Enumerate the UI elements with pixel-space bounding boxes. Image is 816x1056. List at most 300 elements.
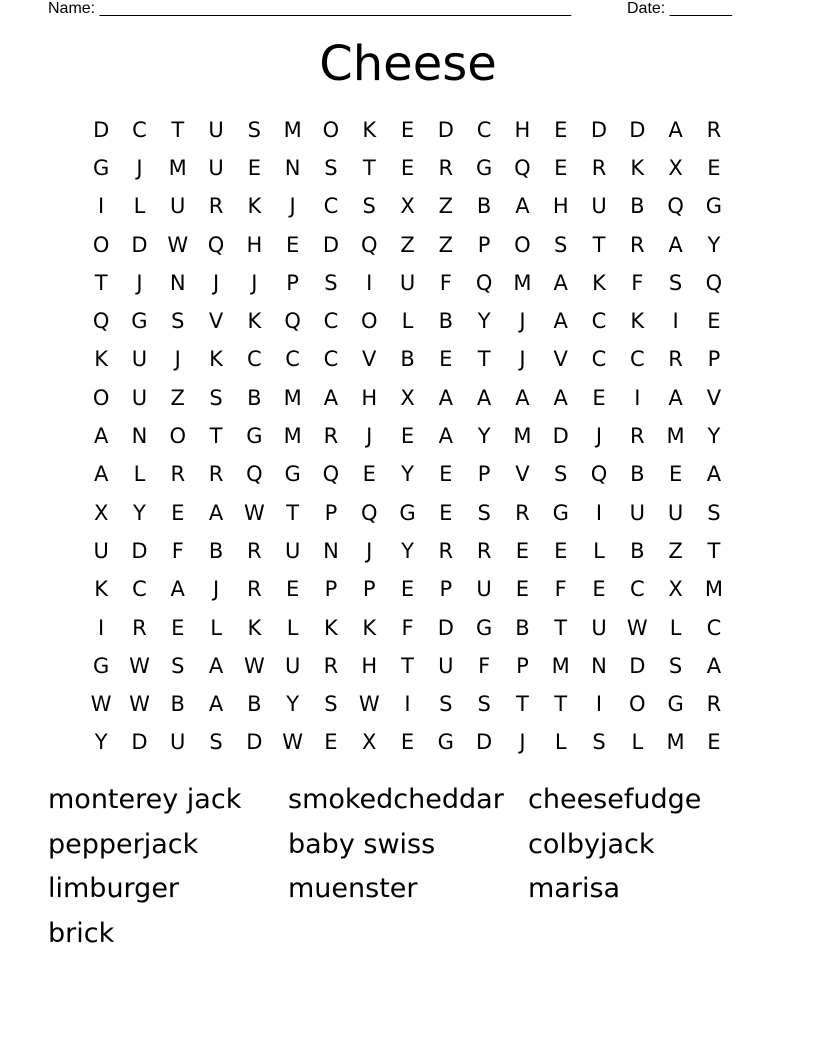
grid-letter[interactable]: K [362,117,377,142]
grid-letter[interactable]: K [630,309,645,334]
grid-letter[interactable]: J [366,424,373,449]
grid-letter[interactable]: S [209,385,223,410]
grid-letter[interactable]: J [212,270,220,295]
grid-letter[interactable]: R [323,653,339,678]
grid-letter[interactable]: D [629,117,646,142]
grid-letter[interactable]: B [247,692,262,717]
grid-letter[interactable]: Q [207,232,225,257]
grid-letter[interactable]: A [323,385,339,410]
grid-letter[interactable]: D [131,730,148,755]
grid-letter[interactable]: W [282,730,304,755]
grid-letter[interactable]: A [515,194,530,219]
grid-letter[interactable]: S [209,730,223,755]
grid-letter[interactable]: X [668,155,683,180]
grid-letter[interactable]: C [247,347,262,372]
grid-letter[interactable]: S [324,692,338,717]
grid-letter[interactable]: P [477,232,491,257]
grid-letter[interactable]: Z [668,538,683,563]
grid-letter[interactable]: E [285,577,300,602]
grid-letter[interactable]: E [171,615,185,640]
grid-letter[interactable]: I [672,309,679,334]
grid-letter[interactable]: R [706,692,722,717]
grid-letter[interactable]: N [131,424,148,449]
grid-letter[interactable]: O [322,117,340,142]
grid-letter[interactable]: C [629,577,645,602]
grid-letter[interactable]: I [404,692,411,717]
grid-letter[interactable]: A [668,232,683,257]
grid-letter[interactable]: G [93,653,110,678]
grid-letter[interactable]: P [324,577,338,602]
grid-letter[interactable]: T [516,692,529,717]
grid-letter[interactable]: E [439,347,453,372]
grid-letter[interactable]: A [668,117,683,142]
grid-letter[interactable]: M [666,424,685,449]
grid-letter[interactable]: D [93,117,110,142]
grid-letter[interactable]: L [669,615,682,640]
word-bank-item: cheesefudge [528,784,702,815]
grid-letter[interactable]: S [324,270,338,295]
grid-letter[interactable]: X [668,577,683,602]
grid-letter[interactable]: N [323,538,339,563]
grid-letter[interactable]: M [168,155,187,180]
grid-letter[interactable]: A [208,500,224,525]
grid-letter[interactable]: P [516,653,529,678]
grid-letter[interactable]: U [629,500,645,525]
grid-letter[interactable]: A [208,692,224,717]
grid-letter[interactable]: C [591,347,607,372]
grid-letter[interactable]: L [554,730,567,755]
grid-letter[interactable]: T [554,615,568,640]
grid-letter[interactable]: Y [401,462,414,487]
grid-letter[interactable]: E [285,232,300,257]
grid-letter[interactable]: D [629,653,646,678]
grid-letter[interactable]: G [705,194,723,219]
grid-letter[interactable]: E [707,309,721,334]
grid-letter[interactable]: A [668,385,683,410]
grid-letter[interactable]: B [400,347,415,372]
grid-letter[interactable]: N [284,155,301,180]
grid-letter[interactable]: D [322,232,340,257]
word-bank-item: smokedcheddar [288,784,504,815]
grid-letter[interactable]: T [94,270,108,295]
grid-letter[interactable]: T [707,538,721,563]
grid-letter[interactable]: L [593,538,605,563]
grid-letter[interactable]: B [170,692,185,717]
grid-letter[interactable]: J [174,347,181,372]
grid-letter[interactable]: N [591,653,607,678]
grid-letter[interactable]: E [592,577,606,602]
grid-letter[interactable]: X [400,194,415,219]
grid-letter[interactable]: E [554,538,568,563]
grid-letter[interactable]: R [208,462,224,487]
grid-letter[interactable]: M [513,270,532,295]
grid-letter[interactable]: L [286,615,299,640]
grid-letter[interactable]: J [251,270,258,295]
grid-letter[interactable]: R [668,347,683,372]
grid-letter[interactable]: R [630,424,645,449]
grid-letter[interactable]: J [595,424,603,449]
grid-letter[interactable]: F [171,538,184,563]
grid-letter[interactable]: S [707,500,721,525]
grid-letter[interactable]: G [246,424,263,449]
grid-letter[interactable]: U [170,730,186,755]
grid-letter[interactable]: O [92,232,110,257]
grid-letter[interactable]: D [476,730,493,755]
grid-letter[interactable]: J [136,270,143,295]
grid-letter[interactable]: S [592,730,606,755]
grid-letter[interactable]: V [362,347,377,372]
grid-letter[interactable]: G [93,155,110,180]
grid-letter[interactable]: E [592,385,606,410]
grid-letter[interactable]: V [706,385,722,410]
grid-letter[interactable]: A [553,309,568,334]
grid-letter[interactable]: Y [477,424,491,449]
grid-letter[interactable]: I [634,385,641,410]
grid-letter[interactable]: G [131,309,148,334]
grid-letter[interactable]: A [438,424,453,449]
grid-letter[interactable]: K [324,615,338,640]
grid-letter[interactable]: E [515,538,530,563]
grid-letter[interactable]: A [553,385,568,410]
grid-letter[interactable]: U [170,194,186,219]
grid-letter[interactable]: B [247,385,262,410]
grid-letter[interactable]: S [554,232,568,257]
grid-letter[interactable]: W [243,653,265,678]
grid-letter[interactable]: C [323,309,339,334]
grid-letter[interactable]: F [631,270,644,295]
grid-letter[interactable]: Q [475,270,493,295]
grid-letter[interactable]: C [591,309,607,334]
grid-letter[interactable]: I [366,270,373,295]
grid-letter[interactable]: Y [133,500,146,525]
grid-letter[interactable]: B [208,538,224,563]
grid-letter[interactable]: Q [284,309,301,334]
grid-letter[interactable]: R [591,155,607,180]
grid-letter[interactable]: G [552,500,569,525]
grid-letter[interactable]: R [706,117,722,142]
grid-letter[interactable]: K [94,577,109,602]
grid-letter[interactable]: J [519,730,526,755]
grid-letter[interactable]: U [438,653,454,678]
grid-letter[interactable]: A [93,424,109,449]
grid-letter[interactable]: U [284,538,301,563]
grid-letter[interactable]: E [400,155,415,180]
grid-letter[interactable]: A [170,577,185,602]
grid-letter[interactable]: K [247,309,262,334]
grid-letter[interactable]: G [475,155,493,180]
grid-letter[interactable]: Q [92,309,110,334]
grid-letter[interactable]: C [706,615,722,640]
grid-letter[interactable]: G [437,730,454,755]
grid-letter[interactable]: Z [400,232,415,257]
grid-letter[interactable]: U [591,615,607,640]
grid-letter[interactable]: D [437,117,454,142]
grid-letter[interactable]: S [439,692,453,717]
grid-letter[interactable]: K [247,194,262,219]
grid-letter[interactable]: S [554,462,568,487]
grid-letter[interactable]: E [439,462,453,487]
grid-letter[interactable]: S [362,194,376,219]
grid-letter[interactable]: I [595,500,603,525]
grid-letter[interactable]: Q [322,462,340,487]
grid-letter[interactable]: I [98,194,105,219]
grid-letter[interactable]: Q [360,232,378,257]
grid-letter[interactable]: K [592,270,606,295]
grid-letter[interactable]: F [401,615,414,640]
grid-letter[interactable]: E [362,462,376,487]
grid-letter[interactable]: R [247,577,262,602]
grid-letter[interactable]: Y [94,730,108,755]
grid-letter[interactable]: E [668,462,683,487]
grid-letter[interactable]: X [400,385,415,410]
grid-letter[interactable]: Q [360,500,378,525]
grid-letter[interactable]: M [551,653,570,678]
grid-letter[interactable]: U [284,653,301,678]
grid-letter[interactable]: K [247,615,262,640]
grid-letter[interactable]: W [129,692,150,717]
grid-letter[interactable]: M [513,424,532,449]
grid-letter[interactable]: U [591,194,607,219]
grid-letter[interactable]: S [668,270,683,295]
word-bank-item: pepperjack [48,828,199,860]
grid-letter[interactable]: X [362,730,377,755]
grid-letter[interactable]: M [283,424,302,449]
grid-letter[interactable]: T [592,232,606,257]
grid-letter[interactable]: F [478,653,491,678]
grid-letter[interactable]: E [707,155,721,180]
grid-letter[interactable]: C [476,117,492,142]
grid-letter[interactable]: A [476,385,492,410]
grid-letter[interactable]: T [286,500,300,525]
grid-letter[interactable]: O [169,424,186,449]
grid-letter[interactable]: W [167,232,189,257]
grid-letter[interactable]: N [169,270,186,295]
grid-letter[interactable]: M [704,577,723,602]
grid-letter[interactable]: R [438,155,454,180]
grid-letter[interactable]: K [630,155,645,180]
grid-letter[interactable]: E [554,117,568,142]
grid-letter[interactable]: S [477,500,491,525]
grid-letter[interactable]: R [323,424,339,449]
grid-letter[interactable]: A [706,462,722,487]
grid-letter[interactable]: R [438,538,454,563]
grid-letter[interactable]: H [514,117,531,142]
word-bank-item: marisa [528,873,621,904]
grid-letter[interactable]: G [667,692,684,717]
grid-letter[interactable]: H [361,385,378,410]
grid-letter[interactable]: Y [707,424,721,449]
grid-letter[interactable]: D [552,424,569,449]
grid-letter[interactable]: E [324,730,338,755]
grid-letter[interactable]: J [366,538,373,563]
grid-letter[interactable]: W [90,692,112,717]
grid-letter[interactable]: O [92,385,110,410]
name-line: Name: _____________________________________________________ [48,0,572,17]
grid-letter[interactable]: O [514,232,531,257]
grid-letter[interactable]: Y [401,538,414,563]
grid-letter[interactable]: H [552,194,569,219]
grid-letter[interactable]: C [629,347,645,372]
grid-letter[interactable]: Q [590,462,608,487]
grid-letter[interactable]: L [133,462,146,487]
grid-letter[interactable]: S [668,653,683,678]
word-bank-item: limburger [48,873,180,904]
grid-letter[interactable]: R [208,194,224,219]
grid-letter[interactable]: Q [667,194,684,219]
grid-letter[interactable]: Z [438,194,454,219]
grid-letter[interactable]: Z [170,385,185,410]
grid-letter[interactable]: B [515,615,530,640]
grid-letter[interactable]: W [243,500,265,525]
grid-letter[interactable]: C [323,347,339,372]
grid-letter[interactable]: H [361,653,378,678]
grid-letter[interactable]: P [362,577,376,602]
grid-letter[interactable]: B [630,538,645,563]
grid-letter[interactable]: W [129,653,150,678]
grid-letter[interactable]: D [131,538,148,563]
grid-letter[interactable]: B [438,309,454,334]
grid-letter[interactable]: C [132,577,147,602]
grid-letter[interactable]: P [286,270,299,295]
grid-letter[interactable]: Y [477,309,491,334]
grid-letter[interactable]: A [438,385,453,410]
grid-letter[interactable]: A [93,462,109,487]
grid-letter[interactable]: A [515,385,530,410]
grid-letter[interactable]: S [171,309,185,334]
grid-letter[interactable]: E [554,155,568,180]
grid-letter[interactable]: P [477,462,491,487]
grid-letter[interactable]: R [515,500,530,525]
grid-letter[interactable]: G [399,500,416,525]
grid-letter[interactable]: P [707,347,721,372]
grid-letter[interactable]: J [212,577,220,602]
grid-letter[interactable]: S [324,155,338,180]
grid-letter[interactable]: T [171,117,185,142]
grid-letter[interactable]: W [358,692,380,717]
grid-letter[interactable]: T [554,692,568,717]
grid-letter[interactable]: B [630,194,645,219]
grid-letter[interactable]: R [247,538,262,563]
grid-letter[interactable]: I [98,615,105,640]
grid-letter[interactable]: D [590,117,608,142]
grid-letter[interactable]: E [400,730,415,755]
grid-letter[interactable]: K [209,347,223,372]
grid-letter[interactable]: R [476,538,492,563]
grid-letter[interactable]: M [283,117,302,142]
grid-letter[interactable]: Q [514,155,531,180]
grid-letter[interactable]: P [324,500,338,525]
grid-letter[interactable]: B [476,194,492,219]
grid-letter[interactable]: M [283,385,302,410]
grid-letter[interactable]: T [209,424,223,449]
grid-letter[interactable]: V [553,347,568,372]
grid-letter[interactable]: J [519,309,526,334]
grid-letter[interactable]: Z [438,232,454,257]
grid-letter[interactable]: E [247,155,261,180]
grid-letter[interactable]: F [554,577,567,602]
grid-letter[interactable]: E [515,577,530,602]
grid-letter[interactable]: O [360,309,378,334]
grid-letter[interactable]: M [666,730,685,755]
date-line: Date: _______ [627,0,732,17]
grid-letter[interactable]: H [246,232,263,257]
grid-letter[interactable]: R [132,615,147,640]
word-bank-item: muenster [288,873,418,904]
grid-letter[interactable]: S [247,117,261,142]
grid-letter[interactable]: K [362,615,377,640]
grid-letter[interactable]: U [93,538,109,563]
grid-letter[interactable]: V [208,309,224,334]
grid-letter[interactable]: B [630,462,645,487]
grid-letter[interactable]: J [136,155,143,180]
grid-letter[interactable]: A [706,653,722,678]
word-bank-item: colbyjack [528,828,655,860]
grid-letter[interactable]: T [362,155,376,180]
grid-letter[interactable]: U [667,500,684,525]
grid-letter[interactable]: T [401,653,414,678]
puzzle-title: Cheese [319,36,497,92]
grid-letter[interactable]: U [131,347,148,372]
grid-letter[interactable]: T [477,347,491,372]
grid-letter[interactable]: D [246,730,263,755]
grid-letter[interactable]: Y [286,692,300,717]
grid-letter[interactable]: A [208,653,224,678]
grid-letter[interactable]: C [323,194,339,219]
grid-letter[interactable]: U [476,577,492,602]
grid-letter[interactable]: R [170,462,186,487]
grid-letter[interactable]: L [631,730,644,755]
grid-letter[interactable]: D [131,232,148,257]
grid-letter[interactable]: L [210,615,222,640]
grid-letter[interactable]: E [400,577,415,602]
grid-letter[interactable]: E [707,730,721,755]
grid-letter[interactable]: E [400,424,415,449]
grid-letter[interactable]: O [629,692,646,717]
grid-letter[interactable]: Q [246,462,263,487]
grid-letter[interactable]: P [439,577,453,602]
grid-letter[interactable]: A [553,270,568,295]
grid-letter[interactable]: V [515,462,530,487]
grid-letter[interactable]: S [171,653,185,678]
grid-letter[interactable]: U [131,385,148,410]
grid-letter[interactable]: W [626,615,648,640]
grid-letter[interactable]: E [400,117,415,142]
grid-letter[interactable]: E [171,500,185,525]
grid-letter[interactable]: U [208,117,224,142]
grid-letter[interactable]: J [289,194,296,219]
grid-letter[interactable]: R [630,232,645,257]
grid-letter[interactable]: K [94,347,109,372]
grid-letter[interactable]: E [439,500,453,525]
grid-letter[interactable]: Y [707,232,721,257]
grid-letter[interactable]: L [401,309,414,334]
grid-letter[interactable]: F [439,270,452,295]
grid-letter[interactable]: I [595,692,603,717]
grid-letter[interactable]: U [208,155,224,180]
word-bank-item: baby swiss [288,828,436,860]
grid-letter[interactable]: C [132,117,147,142]
grid-letter[interactable]: U [399,270,416,295]
grid-letter[interactable]: J [519,347,526,372]
grid-letter[interactable]: L [133,194,146,219]
grid-letter[interactable]: S [477,692,491,717]
grid-letter[interactable]: D [437,615,454,640]
grid-letter[interactable]: G [284,462,301,487]
grid-letter[interactable]: Q [705,270,723,295]
grid-letter[interactable]: X [93,500,109,525]
grid-letter[interactable]: G [475,615,493,640]
grid-letter[interactable]: C [285,347,300,372]
